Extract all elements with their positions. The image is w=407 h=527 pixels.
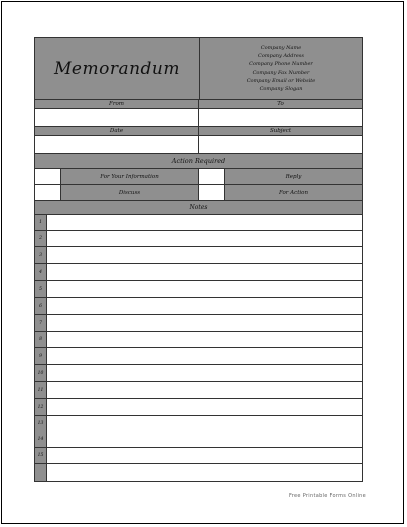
note-line-number: [35, 464, 47, 481]
note-line-number: 4: [35, 264, 47, 280]
subject-field[interactable]: [199, 136, 362, 153]
note-line-number: 2: [35, 231, 47, 246]
note-line-field[interactable]: [47, 315, 362, 331]
memorandum-form: [34, 37, 363, 482]
notes-lines: [35, 215, 362, 481]
note-line-field[interactable]: [47, 399, 362, 415]
note-line-field[interactable]: [47, 332, 362, 347]
company-address: Company Address: [258, 52, 304, 59]
for-action-checkbox[interactable]: [199, 185, 225, 200]
discuss-checkbox[interactable]: [35, 185, 61, 200]
note-line-field[interactable]: [47, 416, 362, 447]
discuss-label: Discuss: [61, 185, 199, 200]
company-phone: Company Phone Number: [249, 61, 313, 68]
note-line-field[interactable]: [47, 247, 362, 263]
to-label: To: [277, 101, 284, 107]
note-line-number: 7: [35, 315, 47, 331]
company-info: [200, 38, 362, 99]
note-line-number: 1: [35, 215, 47, 230]
note-line: [35, 247, 362, 264]
note-line-field[interactable]: [47, 464, 362, 481]
action-required-title: Action Required: [35, 154, 362, 169]
to-field[interactable]: [199, 109, 362, 126]
note-line-field[interactable]: [47, 281, 362, 297]
from-to-inputs: [35, 109, 362, 127]
note-line: [35, 281, 362, 298]
notes-title: Notes: [35, 201, 362, 215]
note-line: [35, 382, 362, 399]
note-line-number: 11: [35, 382, 47, 398]
note-line-number: 8: [35, 332, 47, 347]
note-line-field[interactable]: [47, 365, 362, 381]
note-line-number: 10: [35, 365, 47, 381]
note-line: [35, 448, 362, 464]
company-slogan: Company Slogan: [259, 86, 303, 93]
note-line: [35, 231, 362, 247]
note-line-number: 6: [35, 298, 47, 314]
note-line-number: 9: [35, 348, 47, 364]
note-line: [35, 348, 362, 365]
note-line-number: 15: [35, 448, 47, 463]
note-line-number: 12: [35, 399, 47, 415]
note-line-field[interactable]: [47, 215, 362, 230]
company-name: Company Name: [260, 44, 302, 51]
note-line: [35, 264, 362, 281]
note-line-number-pair: [35, 416, 47, 447]
company-email: Company Email or Website: [246, 77, 316, 84]
note-line-field[interactable]: [47, 348, 362, 364]
date-subject-inputs: [35, 136, 362, 154]
date-subject-labels: [35, 127, 362, 136]
action-row-2: [35, 185, 362, 201]
note-line: [35, 464, 362, 481]
note-line: [35, 365, 362, 382]
note-line-field[interactable]: [47, 264, 362, 280]
fyi-label: For Your Information: [61, 169, 199, 184]
note-line: [35, 298, 362, 315]
note-line: [35, 332, 362, 348]
from-field[interactable]: [35, 109, 199, 126]
note-line: [35, 416, 362, 448]
date-field[interactable]: [35, 136, 199, 153]
note-line-number: 13: [37, 421, 44, 427]
note-line: [35, 315, 362, 332]
note-line-field[interactable]: [47, 448, 362, 463]
for-action-label: For Action: [278, 189, 309, 196]
note-line-number: 14: [37, 436, 44, 442]
fyi-checkbox[interactable]: [35, 169, 61, 184]
note-line-field[interactable]: [47, 298, 362, 314]
form-title: Memorandum: [54, 58, 180, 79]
form-header: [35, 38, 362, 100]
note-line: [35, 215, 362, 231]
from-label: From: [35, 100, 199, 108]
date-label: Date: [35, 127, 199, 135]
title-cell: [35, 38, 200, 99]
note-line-number: 5: [35, 281, 47, 297]
footer-credit: Free Printable Forms Online: [289, 493, 367, 499]
note-line-field[interactable]: [47, 382, 362, 398]
reply-checkbox[interactable]: [199, 169, 225, 184]
subject-label: Subject: [269, 128, 292, 134]
note-line: [35, 399, 362, 416]
note-line-field[interactable]: [47, 231, 362, 246]
from-to-labels: [35, 100, 362, 109]
action-row-1: [35, 169, 362, 185]
note-line-number: 3: [35, 247, 47, 263]
reply-label: Reply: [285, 173, 302, 180]
company-fax: Company Fax Number: [252, 69, 310, 76]
